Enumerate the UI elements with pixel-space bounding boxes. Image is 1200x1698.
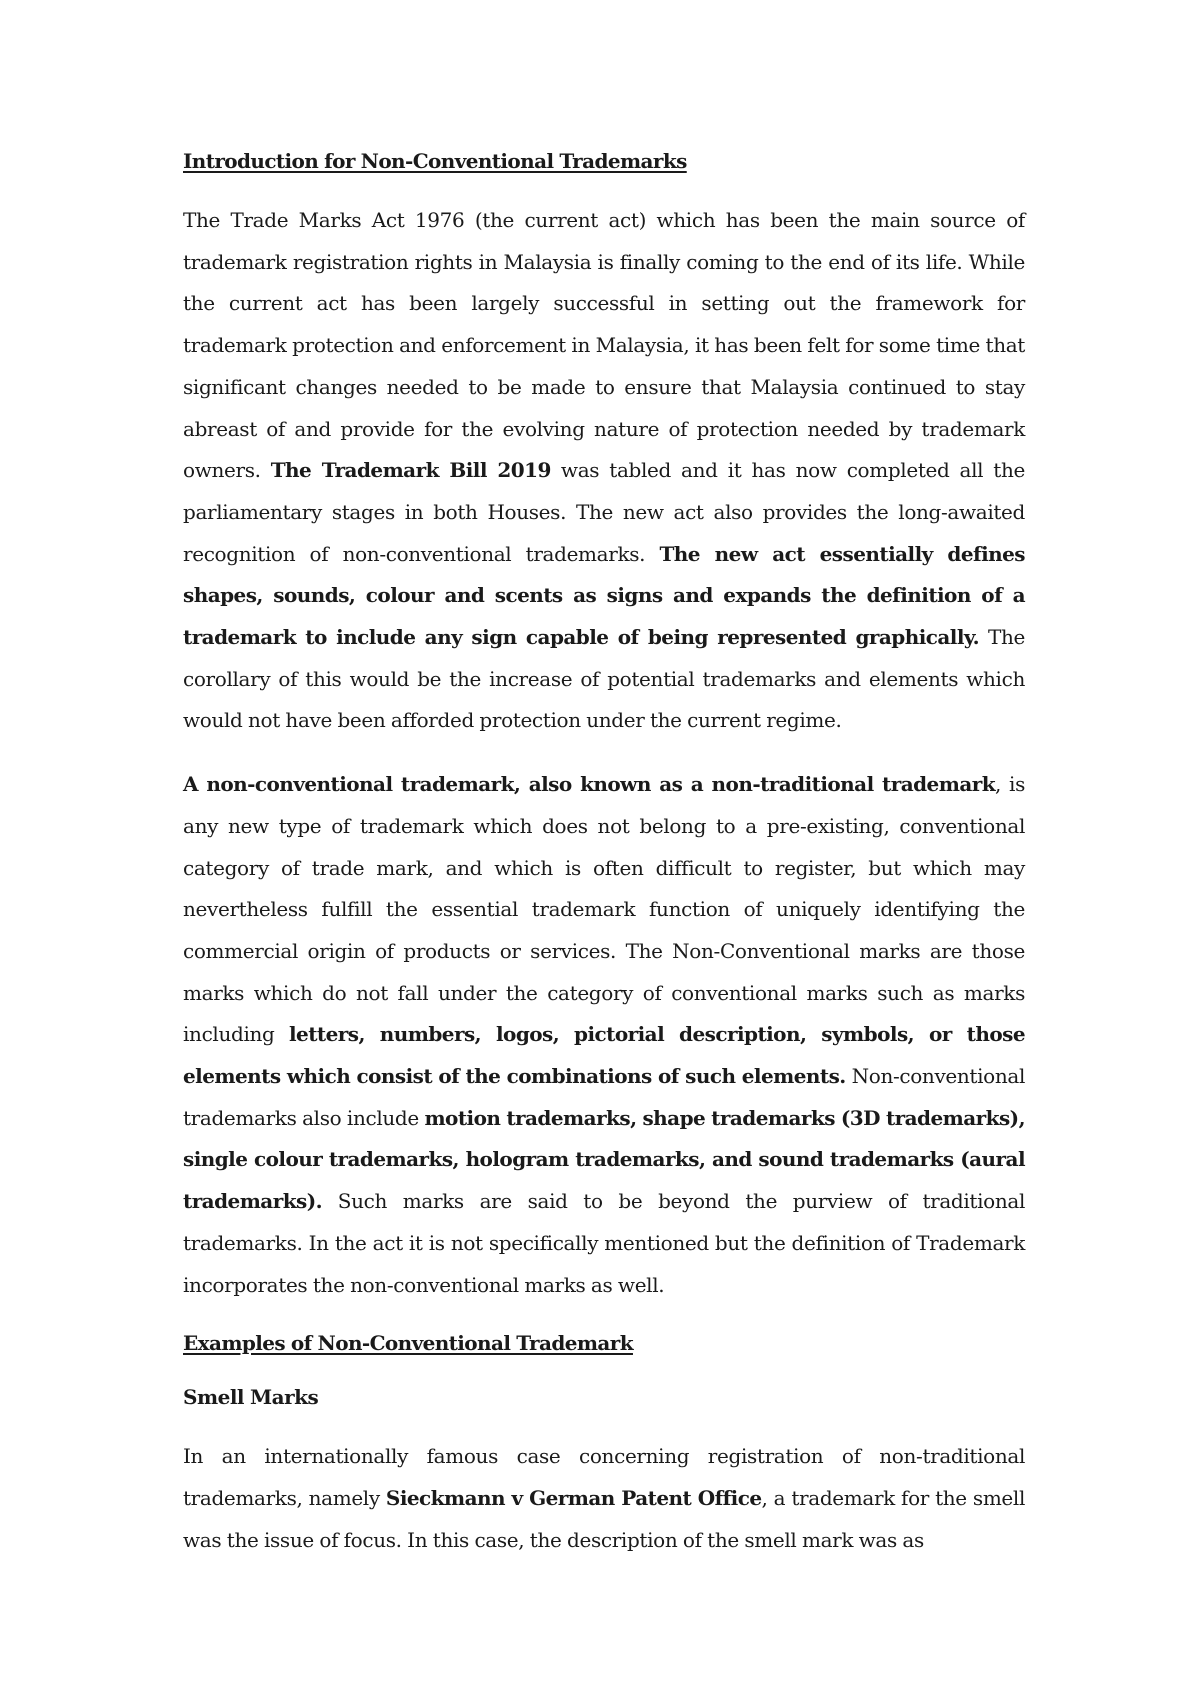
text-run: , is any new type of trademark which does not belong to a pre-existing, conventional category of trade mark, and which is often difficult to register, but which may nevertheless fulfill the essential trademark function of uniquely identifying the commercial origin of products or services. The Non-Conventional marks are those marks which do not fall under the category of conventional marks such as marks including bbox=[183, 772, 1025, 1047]
text-run: The corollary of this would be the increase of potential trademarks and elements which would not have been afforded protection under the current regime. bbox=[183, 625, 1025, 733]
paragraph-trade-marks-act bbox=[183, 200, 1025, 742]
bold-run: The Trademark Bill 2019 bbox=[270, 458, 551, 483]
text-run: was tabled and it has now completed all the parliamentary stages in both Houses. The new act also provides the long-awaited recognition of non-conventional trademarks. bbox=[183, 458, 1025, 566]
text-run: , a trademark for the smell was the issue of focus. In this case, the description of the smell mark was as bbox=[183, 1485, 1026, 1552]
bold-run: letters, numbers, logos, pictorial description, symbols, or those elements which consist of the combinations of such elements. bbox=[183, 1022, 1025, 1089]
section-heading-examples: Examples of Non-Conventional Trademark bbox=[183, 1331, 633, 1356]
text-run: In an internationally famous case concerning registration of non-traditional trademarks, namely bbox=[183, 1444, 1025, 1510]
document-body bbox=[183, 146, 1025, 1561]
text-run: Non-conventional trademarks also include bbox=[183, 1064, 1026, 1130]
text-run: Such marks are said to be beyond the purview of traditional trademarks. In the act it is not specifically mentioned but the definition of Trademark incorporates the non-conventional marks as well. bbox=[183, 1189, 1025, 1297]
bold-run: Sieckmann v German Patent Office bbox=[385, 1485, 762, 1510]
subheading-smell-marks: Smell Marks bbox=[183, 1385, 319, 1410]
paragraph-non-conventional-definition bbox=[183, 764, 1025, 1306]
text-run: The Trade Marks Act 1976 (the current act) which has been the main source of trademark registration rights in Malaysia is finally coming to the end of its life. While the current act has been largely successful in setting out the framework for trademark protection and enforcement in Malaysia, it has been felt for some time that significant changes needed to be made to ensure that Malaysia continued to stay abreast of and provide for the evolving nature of protection needed by trademark owners. bbox=[183, 208, 1025, 483]
bold-run: The new act essentially defines shapes, sounds, colour and scents as signs and expands the definition of a trademark to include any sign capable of being represented graphically. bbox=[183, 541, 1025, 650]
bold-run: motion trademarks, shape trademarks (3D trademarks), single colour trademarks, hologram trademarks, and sound trademarks (aural trademarks). bbox=[183, 1105, 1026, 1214]
paragraph-sieckmann-case bbox=[183, 1436, 1025, 1561]
bold-run: A non-conventional trademark, also known as a non-traditional trademark bbox=[183, 772, 996, 797]
section-heading-introduction: Introduction for Non-Conventional Trademarks bbox=[183, 149, 687, 173]
